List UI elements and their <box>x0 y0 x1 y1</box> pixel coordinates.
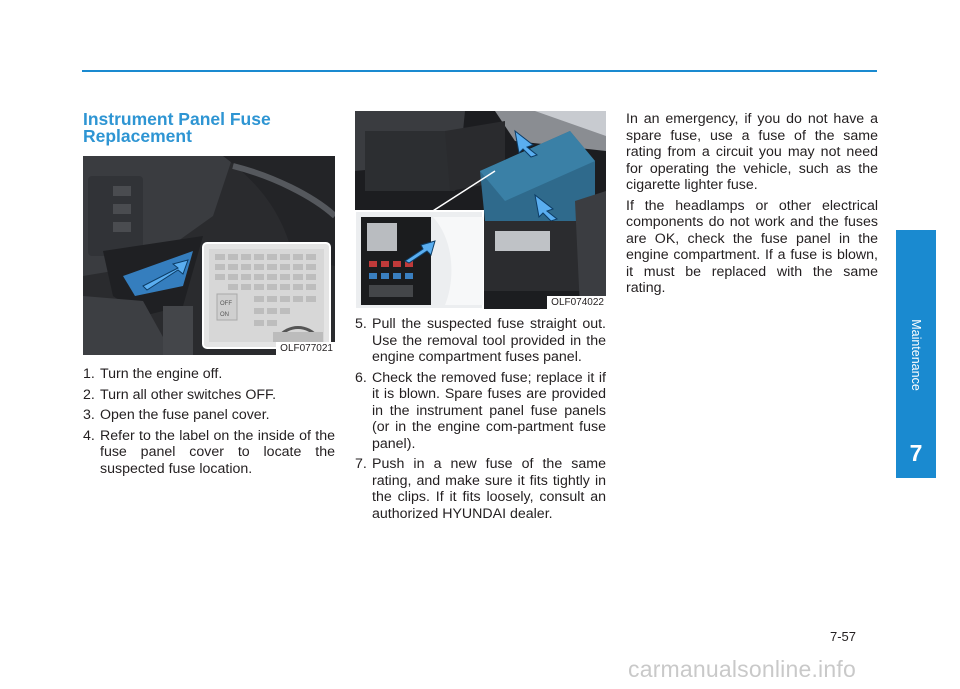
list-item: 1. Turn the engine off. <box>83 366 223 382</box>
paragraph: In an emergency, if you do not have a spare fuse, use a fuse of the same rating from a circuit you may not need for operating the vehicle, such as the cigarette lighter fuse. <box>626 111 878 193</box>
figure-code: OLF074022 <box>547 296 606 309</box>
text-column-right <box>626 111 878 301</box>
figure-code: OLF077021 <box>276 342 335 355</box>
list-item: 2. Turn all other switches OFF. <box>83 386 277 403</box>
chapter-label: Maintenance <box>909 319 924 391</box>
paragraph: If the headlamps or other electrical components do not work and the fuses are OK, check the fuse panel in the engine compartment. If a fuse is blown, it must be replaced with the same rating. <box>626 197 878 296</box>
page-number: 7-57 <box>830 629 857 644</box>
list-item: 3. Open the fuse panel cover. <box>83 407 270 423</box>
watermark: carmanualsonline.info <box>628 656 856 682</box>
steps-column-middle <box>355 316 606 526</box>
section-title: Instrument Panel Fuse Replacement <box>83 109 271 146</box>
list-item: 4. Refer to the label on the inside of the fuse panel cover to locate the suspected fuse location. <box>83 427 335 477</box>
fuse-switch-on-label: ON <box>220 312 229 318</box>
list-item: 7. Push in a new fuse of the same rating, and make sure it fits tightly in the clips. If it fits loosely, consult an authorized HYUNDAI dealer. <box>355 456 606 522</box>
steps-column-left <box>83 366 335 481</box>
list-item: 5. Pull the suspected fuse straight out. Use the removal tool provided in the engine compartment fuses panel. <box>355 316 606 365</box>
chapter-number: 7 <box>896 428 936 478</box>
figure-instrument-panel <box>83 156 335 355</box>
engine-compartment-illustration <box>355 111 606 309</box>
figure-engine-compartment <box>355 111 606 309</box>
instrument-panel-illustration <box>83 156 335 355</box>
fuse-switch-off-label: OFF <box>220 301 232 307</box>
top-rule <box>82 70 877 72</box>
list-item: 6. Check the removed fuse; replace it if it is blown. Spare fuses are provided in the instrument panel fuse panels (or in the engine com-partment fuse panel). <box>355 369 606 452</box>
